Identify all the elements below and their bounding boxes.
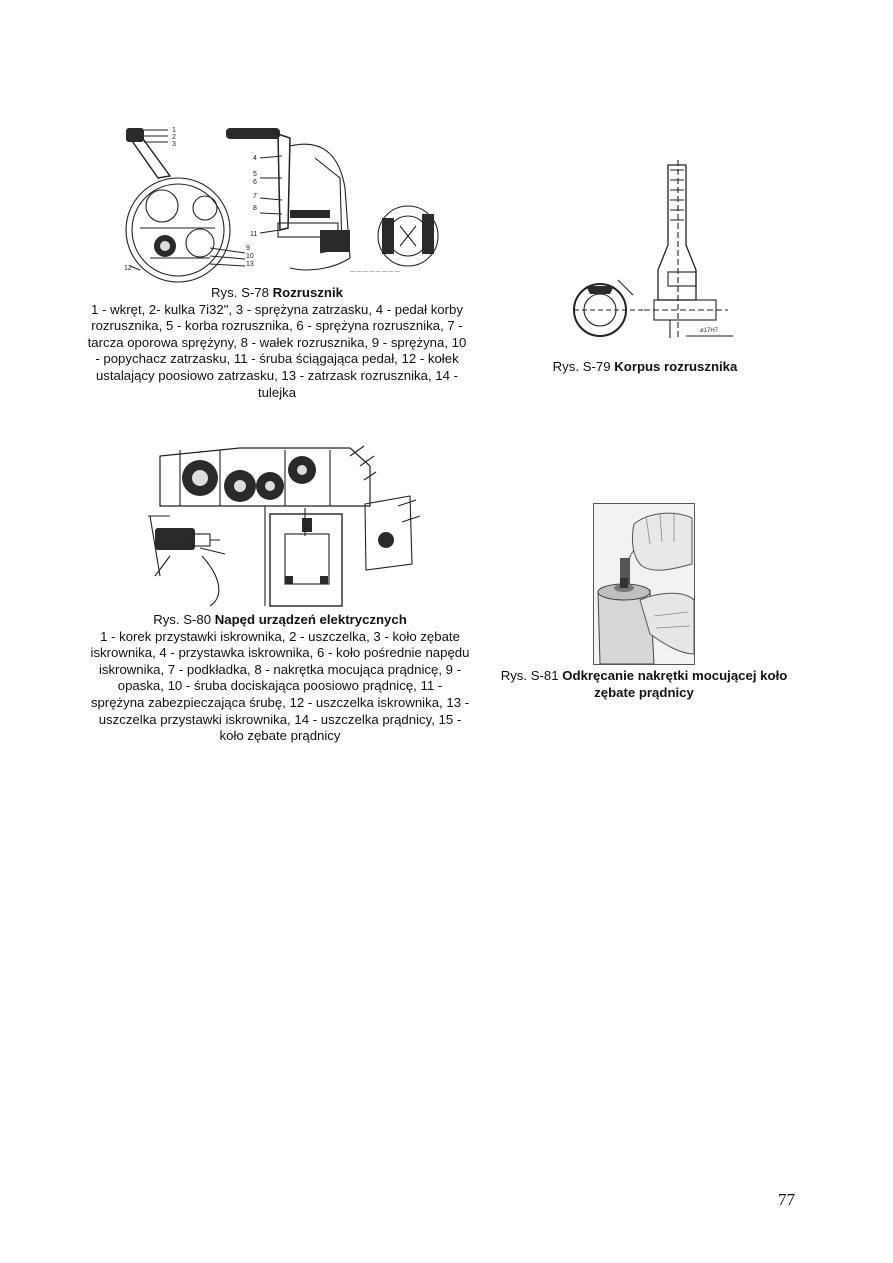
figure-s79-title: Korpus rozrusznika (614, 359, 738, 374)
callout-6: 6 (253, 179, 257, 186)
callout-7: 7 (253, 193, 257, 200)
figure-s80-drawing (140, 436, 430, 608)
figure-s81-title: Odkręcanie nakrętki mocującej koło zębate prądnicy (562, 668, 788, 700)
figure-s80-title: Napęd urządzeń elektrycznych (214, 612, 407, 627)
callout-11: 11 (250, 231, 258, 238)
callout-10: 10 (246, 253, 254, 260)
callout-4: 4 (253, 155, 257, 162)
electrical-drive-illustration (140, 436, 430, 608)
callout-9: 9 (246, 245, 250, 252)
callout-12: 12 (124, 265, 132, 272)
figure-s79-caption (520, 359, 770, 376)
figure-s78-drawing (110, 118, 465, 283)
figure-s80-caption (90, 612, 470, 745)
figure-s78-caption (86, 285, 468, 401)
callout-13: 13 (246, 261, 254, 268)
svg-text:ø17H7: ø17H7 (700, 328, 719, 334)
figure-s81-photo (593, 503, 695, 665)
figure-s81-label: Rys. S-81 (500, 668, 559, 683)
svg-text:— — — — — — — —: — — — — — — — — (350, 269, 400, 275)
callout-2: 2 (172, 134, 176, 141)
nut-removal-photo (594, 504, 694, 664)
callout-3: 3 (172, 141, 176, 148)
figure-s79-drawing (558, 160, 753, 350)
callout-1: 1 (172, 127, 176, 134)
figure-s79-label: Rys. S-79 (552, 359, 611, 374)
starter-housing-illustration (558, 160, 753, 350)
figure-s80-label: Rys. S-80 (153, 612, 212, 627)
callout-5: 5 (253, 171, 257, 178)
starter-assembly-illustration (110, 118, 465, 283)
figure-s81-caption (494, 668, 794, 701)
callout-8: 8 (253, 205, 257, 212)
figure-s80-description: 1 - korek przystawki iskrownika, 2 - uszczelka, 3 - koło zębate iskrownika, 4 - przystawka iskrownika, 6 - koło pośrednie napędu iskrownika, 7 - podkładka, 8 - nakrętka mocująca prądnicę, 9 - opaska, 10 - śruba dociskająca poosiowo prądnicę, 11 - sprężyna zabezpieczająca śrubę, 12 - uszczelka iskrownika, 13 - uszczelka przystawki iskrownika, 14 - uszczelka prądnicy, 15 - koło zębate prądnicy (90, 628, 470, 744)
figure-s78-title: Rozrusznik (272, 285, 343, 300)
figure-s78-description: 1 - wkręt, 2- kulka 7i32", 3 - sprężyna zatrzasku, 4 - pedał korby rozrusznika, 5 - korba rozrusznika, 6 - sprężyna rozrusznika, 7 - tarcza oporowa sprężyny, 8 - wałek rozrusznika, 9 - sprężyna, 10 - popychacz zatrzasku, 11 - śruba ściągająca pedał, 12 - kołek ustalający poosiowo zatrzasku, 13 - zatrzask rozrusznika, 14 - tulejka (87, 301, 467, 400)
page-number: 77 (778, 1190, 795, 1209)
figure-s78-label: Rys. S-78 (211, 285, 269, 300)
